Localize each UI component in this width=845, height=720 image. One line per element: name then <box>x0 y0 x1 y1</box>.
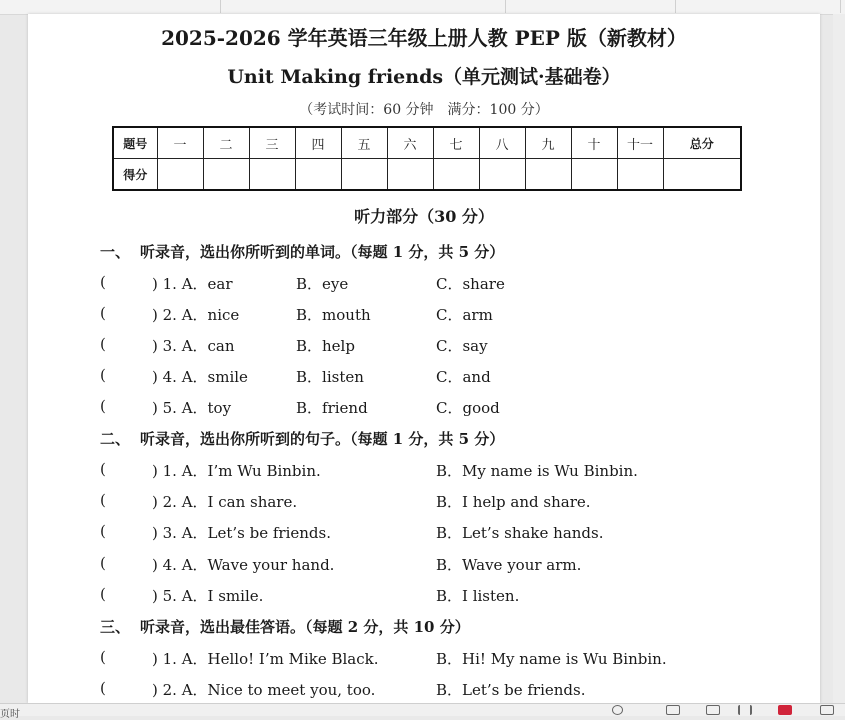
two-page-view-icon[interactable] <box>738 705 752 715</box>
answer-paren[interactable]: ( <box>100 648 106 666</box>
answer-paren[interactable]: ( <box>100 491 106 509</box>
status-bar <box>0 703 845 720</box>
question-title: 听录音，选出最佳答语。（每题 2 分，共 10 分） <box>140 618 470 636</box>
score-cell <box>157 159 203 191</box>
exam-info: （考试时间：60 分钟 满分：100 分） <box>299 102 549 118</box>
header-label-cell: 题号 <box>113 127 157 159</box>
list-item <box>100 460 800 482</box>
column-cell: 九 <box>525 127 571 159</box>
option-a: ) 1. A．I’m Wu Binbin. <box>152 462 321 480</box>
option-b: B．Let’s shake hands. <box>436 524 604 542</box>
option-a: ) 3. A．can <box>152 337 235 355</box>
option-b: B．friend <box>296 399 368 417</box>
option-a: ) 1. A．ear <box>152 275 233 293</box>
option-b: B．listen <box>296 368 364 386</box>
toolbar-segment[interactable] <box>220 0 506 13</box>
question-1-heading <box>100 241 504 262</box>
option-b: B．eye <box>296 275 349 293</box>
vertical-scrollbar[interactable] <box>833 14 845 703</box>
document-page <box>28 14 820 703</box>
option-b: B．Wave your arm. <box>436 556 582 574</box>
zoom-icon[interactable] <box>612 705 623 715</box>
document-subtitle: Unit Making friends（单元测试·基础卷） <box>227 66 621 88</box>
total-label-cell: 总分 <box>663 127 741 159</box>
score-cell <box>387 159 433 191</box>
toolbar-segment[interactable] <box>505 0 676 13</box>
answer-paren[interactable]: ( <box>100 273 106 291</box>
column-cell: 二 <box>203 127 249 159</box>
question-2-heading <box>100 428 504 449</box>
score-cell <box>203 159 249 191</box>
document-title: 2025-2026 学年英语三年级上册人教 PEP 版（新教材） <box>161 26 687 50</box>
answer-paren[interactable]: ( <box>100 585 106 603</box>
answer-paren[interactable]: ( <box>100 304 106 322</box>
question-title: 听录音，选出你所听到的句子。（每题 1 分，共 5 分） <box>140 430 505 448</box>
single-page-view-icon[interactable] <box>666 705 680 715</box>
option-c: C．and <box>436 368 491 386</box>
toolbar-segment[interactable] <box>0 0 221 13</box>
option-b: B．mouth <box>296 306 371 324</box>
fullscreen-icon[interactable] <box>820 705 834 715</box>
option-b: B．Let’s be friends. <box>436 681 586 699</box>
option-b: B．help <box>296 337 355 355</box>
status-text: 页时 <box>0 709 20 720</box>
column-cell: 一 <box>157 127 203 159</box>
column-cell: 十一 <box>617 127 663 159</box>
option-b: B．Hi! My name is Wu Binbin. <box>436 650 667 668</box>
question-number: 三、 <box>100 618 131 636</box>
option-a: ) 2. A．I can share. <box>152 493 298 511</box>
option-a: ) 2. A．Nice to meet you, too. <box>152 681 376 699</box>
option-a: ) 3. A．Let’s be friends. <box>152 524 332 542</box>
question-number: 二、 <box>100 430 131 448</box>
score-table-header-row <box>113 127 741 159</box>
top-toolbar-strip <box>0 0 845 15</box>
score-table <box>112 126 742 191</box>
answer-paren[interactable]: ( <box>100 554 106 572</box>
question-number: 一、 <box>100 243 131 261</box>
list-item <box>100 522 800 544</box>
score-cell <box>617 159 663 191</box>
option-a: ) 4. A．Wave your hand. <box>152 556 335 574</box>
answer-paren[interactable]: ( <box>100 460 106 478</box>
answer-paren[interactable]: ( <box>100 679 106 697</box>
answer-paren[interactable]: ( <box>100 335 106 353</box>
score-cell <box>341 159 387 191</box>
play-icon[interactable] <box>778 705 792 715</box>
list-item <box>100 273 800 295</box>
column-cell: 六 <box>387 127 433 159</box>
list-item <box>100 679 800 701</box>
score-cell <box>295 159 341 191</box>
list-item <box>100 554 800 576</box>
score-cell <box>479 159 525 191</box>
list-item <box>100 397 800 419</box>
column-cell: 三 <box>249 127 295 159</box>
column-cell: 十 <box>571 127 617 159</box>
list-item <box>100 304 800 326</box>
option-b: B．I listen. <box>436 587 520 605</box>
option-c: C．say <box>436 337 488 355</box>
option-a: ) 5. A．I smile. <box>152 587 264 605</box>
score-cell <box>249 159 295 191</box>
option-c: C．share <box>436 275 505 293</box>
option-a: ) 5. A．toy <box>152 399 232 417</box>
toolbar-segment[interactable] <box>675 0 841 13</box>
score-cell <box>525 159 571 191</box>
option-c: C．arm <box>436 306 493 324</box>
column-cell: 五 <box>341 127 387 159</box>
score-label-cell: 得分 <box>113 159 157 191</box>
option-c: C．good <box>436 399 500 417</box>
column-cell: 四 <box>295 127 341 159</box>
question-title: 听录音，选出你所听到的单词。（每题 1 分，共 5 分） <box>140 243 505 261</box>
option-b: B．I help and share. <box>436 493 591 511</box>
option-a: ) 2. A．nice <box>152 306 240 324</box>
total-score-cell <box>663 159 741 191</box>
score-table-score-row <box>113 159 741 191</box>
list-item <box>100 648 800 670</box>
list-item <box>100 335 800 357</box>
list-item <box>100 491 800 513</box>
option-a: ) 4. A．smile <box>152 368 248 386</box>
column-cell: 八 <box>479 127 525 159</box>
listening-section-title: 听力部分（30 分） <box>354 207 494 226</box>
option-a: ) 1. A．Hello! I’m Mike Black. <box>152 650 379 668</box>
answer-paren[interactable]: ( <box>100 397 106 415</box>
column-cell: 七 <box>433 127 479 159</box>
option-b: B．My name is Wu Binbin. <box>436 462 638 480</box>
score-cell <box>571 159 617 191</box>
answer-paren[interactable]: ( <box>100 522 106 540</box>
list-item <box>100 585 800 607</box>
list-item <box>100 366 800 388</box>
question-3-heading <box>100 616 470 637</box>
answer-paren[interactable]: ( <box>100 366 106 384</box>
page-view-icon[interactable] <box>706 705 720 715</box>
score-cell <box>433 159 479 191</box>
